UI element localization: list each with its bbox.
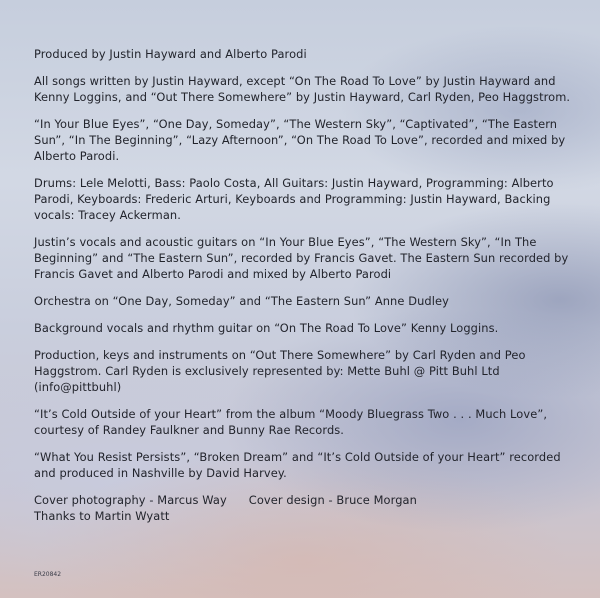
orchestra-credit: Orchestra on “One Day, Someday” and “The Eastern Sun” Anne Dudley — [34, 294, 449, 308]
background-vocals-credit: Background vocals and rhythm guitar on “On The Road To Love” Kenny Loggins. — [34, 321, 499, 335]
vocals-credit: Justin’s vocals and acoustic guitars on “In Your Blue Eyes”, “The Western Sky”, “In The Beginning” and “The Eastern Sun”, recorded by Francis Gavet. The Eastern Sun recorded by Francis Gavet and Alberto Parodi and mixed by Alberto Parodi — [34, 235, 569, 281]
producer-credit: Produced by Justin Hayward and Alberto Parodi — [34, 47, 307, 61]
musicians-credit: Drums: Lele Melotti, Bass: Paolo Costa, All Guitars: Justin Hayward, Programming: Alberto Parodi, Keyboards: Frederic Arturi, Keyboards and Programming: Justin Hayward, Backing vocals: Tracey Ackerman. — [34, 176, 554, 222]
production-credit: Production, keys and instruments on “Out There Somewhere” by Carl Ryden and Peo Haggstrom. Carl Ryden is exclusively represented by: Mette Buhl @ Pitt Buhl Ltd (info@pittbuhl) — [34, 348, 526, 394]
songwriting-credit: All songs written by Justin Hayward, except “On The Road To Love” by Justin Hayward and Kenny Loggins, and “Out There Somewhere” by Justin Hayward, Carl Ryden, Peo Haggstrom. — [34, 74, 571, 104]
catalog-number: ER20842 — [34, 571, 62, 578]
cover-credits-row — [34, 492, 574, 508]
recording-credit: “In Your Blue Eyes”, “One Day, Someday”, “The Western Sky”, “Captivated”, “The Eastern Sun”, “In The Beginning”, “Lazy Afternoon”, “On The Road To Love”, recorded and mixed by Alberto Parodi. — [34, 117, 566, 163]
cover-design-credit: Cover design - Bruce Morgan — [248, 493, 417, 507]
nashville-credit: “What You Resist Persists”, “Broken Dream” and “It’s Cold Outside of your Heart” recorded and produced in Nashville by David Harvey. — [34, 450, 561, 480]
liner-notes-text — [34, 46, 574, 535]
thanks-credit: Thanks to Martin Wyatt — [34, 509, 170, 523]
album-courtesy-credit: “It’s Cold Outside of your Heart” from the album “Moody Bluegrass Two . . . Much Love”, courtesy of Randey Faulkner and Bunny Rae Records. — [34, 407, 548, 437]
cover-photography-credit: Cover photography - Marcus Way — [34, 493, 227, 507]
